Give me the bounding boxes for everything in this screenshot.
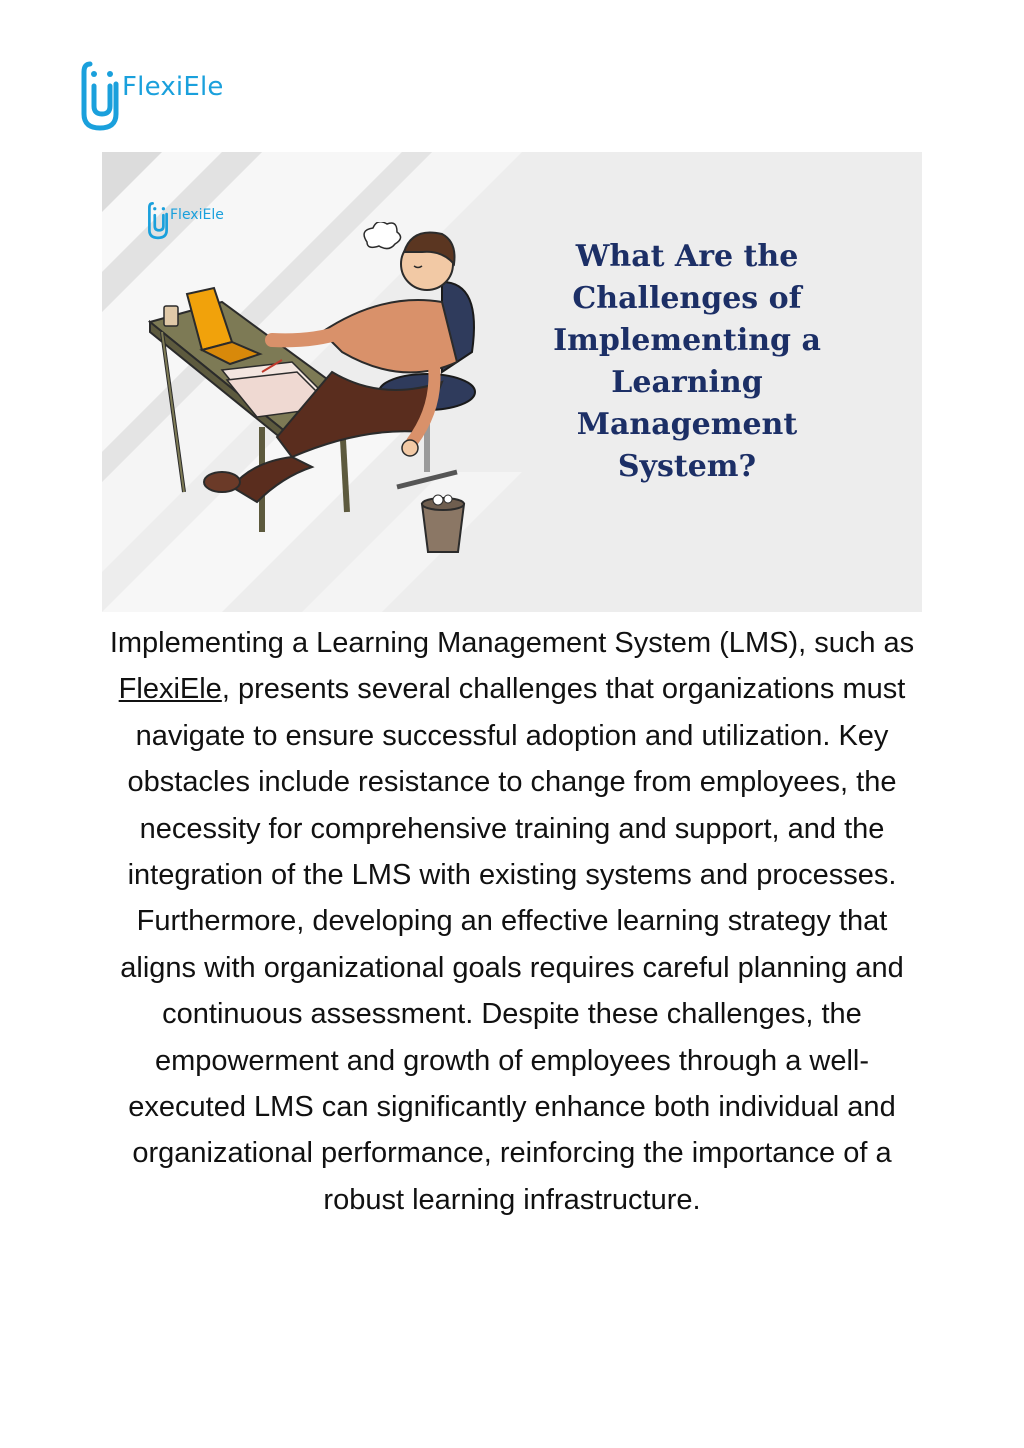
- banner-image: [102, 152, 922, 612]
- tired-worker-illustration: [142, 222, 482, 562]
- article-paragraph: [100, 620, 924, 1223]
- flexiele-logo-icon: [80, 54, 120, 132]
- logo-text: FlexiEle: [122, 72, 224, 102]
- flexiele-logo[interactable]: [80, 54, 224, 132]
- flexiele-link[interactable]: FlexiEle: [118, 673, 222, 706]
- banner-logo-text: FlexiEle: [170, 207, 224, 223]
- paragraph-text-start: Implementing a Learning Management System (LMS), such as: [109, 627, 915, 659]
- banner-title: What Are the Challenges of Implementing a Learning Management System?: [553, 239, 821, 484]
- paragraph-text-rest: , presents several challenges that organizations must navigate to ensure successful adoption and utilization. Key obstacles include resistance to change from employees, the necessity for comprehensive training and support, and the integration of the LMS with existing systems and processes. Furthermore, developing an effective learning strategy that aligns with organizational goals requires careful planning and continuous assessment. Despite these challenges, the empowerment and growth of employees through a well-executed LMS can significantly enhance both individual and organizational performance, reinforcing the importance of a robust learning infrastructure.: [120, 673, 906, 1216]
